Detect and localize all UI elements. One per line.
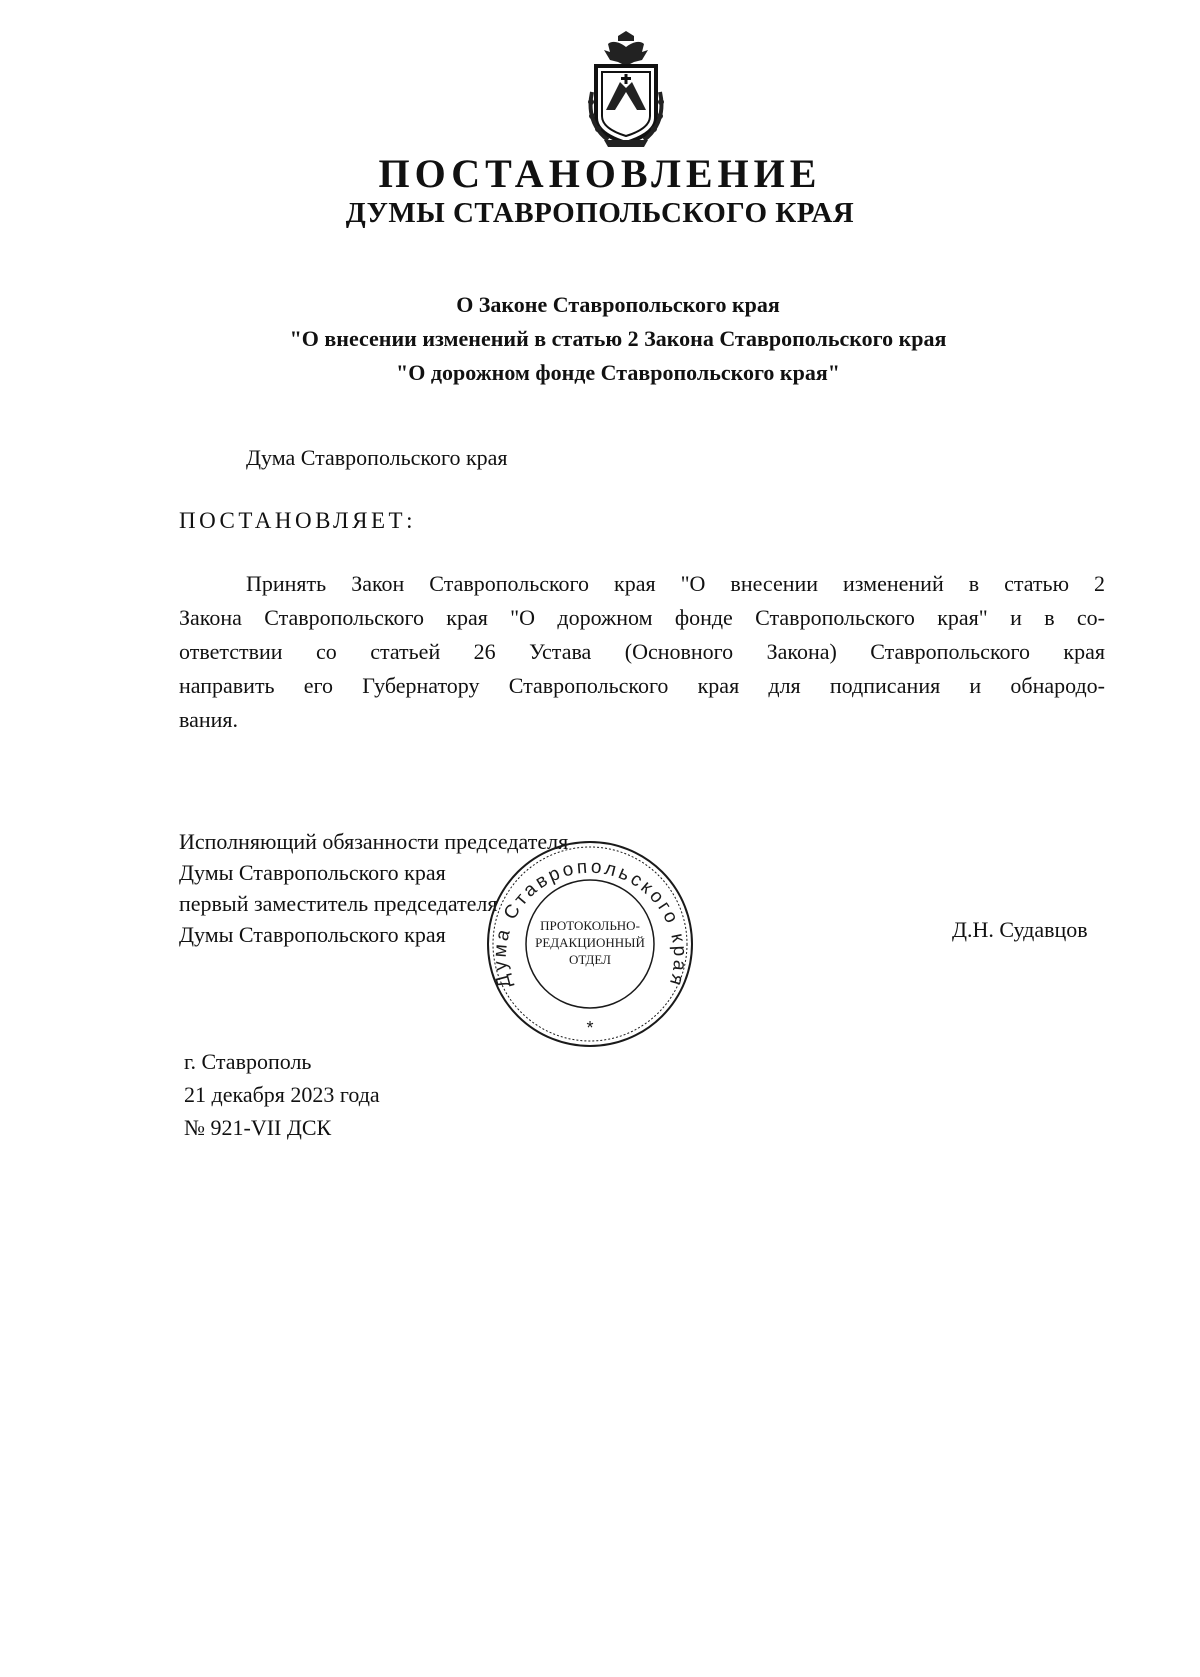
paragraph-line: ответствии со статьей 26 Устава (Основного Закона) Ставропольского края — [179, 639, 1105, 664]
paragraph-line: Принять Закон Ставропольского края "О внесении изменений в статью 2 — [246, 571, 1105, 596]
decree-word: ПОСТАНОВЛЯЕТ: — [179, 508, 416, 533]
subject-line: "О дорожном фонде Ставропольского края" — [396, 360, 840, 385]
official-seal-stamp — [484, 838, 696, 1050]
paragraph-line: вания. — [179, 707, 239, 732]
seal-star: * — [586, 1018, 594, 1038]
subject-line: "О внесении изменений в статью 2 Закона Ставропольского края — [289, 326, 947, 351]
document-number: № 921-VII ДСК — [184, 1115, 332, 1140]
resolution-paragraph — [179, 567, 1105, 737]
document-title: ПОСТАНОВЛЕНИЕ — [378, 151, 822, 196]
position-line: Думы Ставропольского края — [179, 922, 446, 947]
seal-ring-text: Дума Ставропольского края — [489, 856, 691, 991]
subject-heading — [0, 288, 1200, 390]
place-of-signing: г. Ставрополь — [184, 1049, 312, 1074]
seal-center-line: ОТДЕЛ — [569, 952, 611, 967]
document-footer — [184, 1045, 380, 1144]
preamble-text: Дума Ставропольского края — [246, 445, 508, 470]
position-line: Исполняющий обязанности председателя — [179, 829, 569, 854]
signatory-name: Д.Н. Судавцов — [952, 917, 1088, 942]
subject-line: О Законе Ставропольского края — [456, 292, 780, 317]
position-line: Думы Ставропольского края — [179, 860, 446, 885]
document-date: 21 декабря 2023 года — [184, 1082, 380, 1107]
seal-center-line: ПРОТОКОЛЬНО- — [540, 918, 640, 933]
paragraph-line: Закона Ставропольского края "О дорожном фонде Ставропольского края" и в со- — [179, 605, 1105, 630]
seal-center-line: РЕДАКЦИОННЫЙ — [535, 935, 645, 950]
paragraph-line: направить его Губернатору Ставропольского края для подписания и обнародо- — [179, 673, 1105, 698]
coat-of-arms-icon — [582, 30, 670, 150]
document-subtitle: ДУМЫ СТАВРОПОЛЬСКОГО КРАЯ — [345, 197, 855, 229]
position-line: первый заместитель председателя — [179, 891, 498, 916]
